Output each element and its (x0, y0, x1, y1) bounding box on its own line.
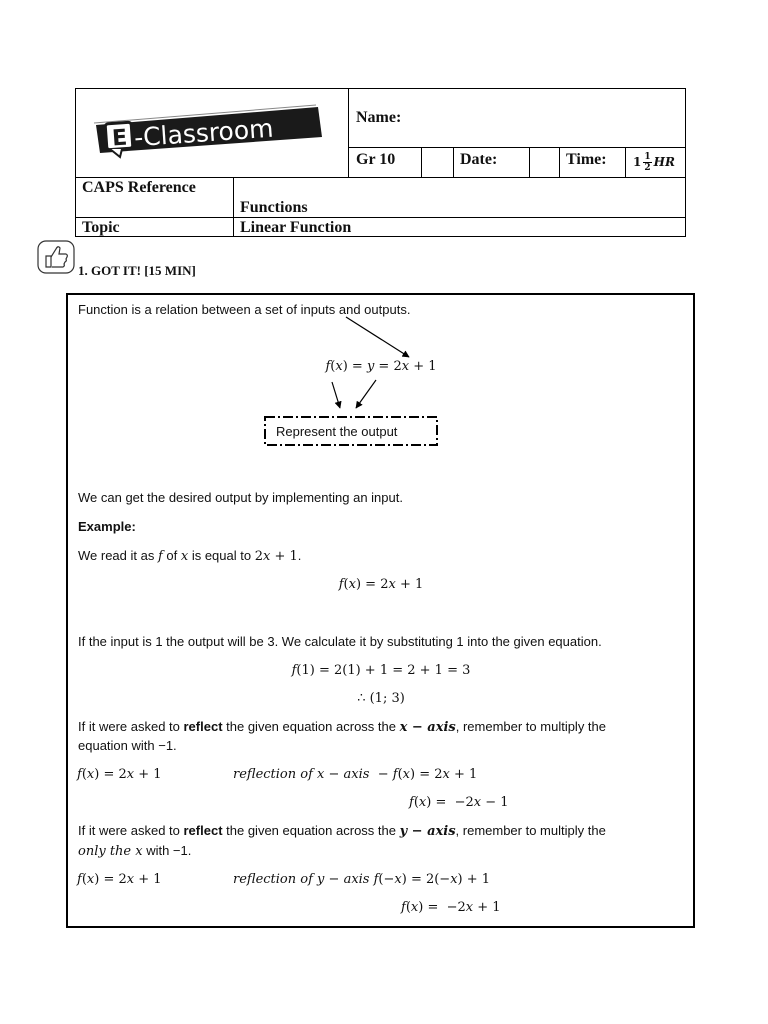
header-table (75, 88, 686, 237)
reflect-x-line2: equation with −1. (78, 738, 177, 753)
reflect-y-result: f(x) = −2x + 1 (401, 900, 501, 915)
name-label: Name: (356, 109, 402, 126)
grade-label: Gr 10 (356, 151, 396, 168)
section-title: 1. GOT IT! [15 MIN] (78, 263, 196, 278)
date-label: Date: (460, 151, 498, 168)
eclassroom-logo (90, 103, 323, 159)
reflect-x-line1: If it were asked to reflect the given equation across the x − axis, remember to multiply the (78, 719, 607, 735)
content-box (66, 293, 695, 928)
thumbs-up-icon (37, 240, 75, 274)
caps-reference-value: Functions (240, 199, 308, 216)
equation-4: ∴ (1; 3) (357, 691, 405, 706)
svg-text:E: E (111, 125, 129, 152)
read-it-text: We read it as f of x is equal to 2x + 1. (78, 548, 302, 564)
reflect-x-original: f(x) = 2x + 1 (77, 767, 162, 782)
output-note: Represent the output (276, 424, 398, 439)
input-text: If the input is 1 the output will be 3. We calculate it by substituting 1 into the given equation. (78, 634, 602, 649)
svg-text:-Classroom: -Classroom (133, 113, 275, 153)
divider (453, 147, 454, 177)
equation-3: f(1) = 2(1) + 1 = 2 + 1 = 3 (291, 663, 471, 678)
main-equation: f(x) = y = 2x + 1 (325, 359, 437, 374)
divider (76, 217, 685, 218)
desired-output-text: We can get the desired output by implementing an input. (78, 490, 403, 505)
divider (233, 177, 234, 237)
divider (76, 177, 685, 178)
topic-label: Topic (82, 219, 120, 236)
divider (421, 147, 422, 177)
time-value: 1 1 2 HR (633, 151, 675, 173)
time-label: Time: (566, 151, 607, 168)
reflect-x-work: reflection of x − axis − f(x) = 2x + 1 (233, 767, 478, 782)
divider (625, 147, 626, 177)
divider (559, 147, 560, 177)
time-fraction: 1 2 (644, 151, 651, 173)
equation-2: f(x) = 2x + 1 (338, 577, 424, 592)
divider (348, 147, 685, 148)
intro-text: Function is a relation between a set of inputs and outputs. (78, 302, 411, 317)
reflect-y-original: f(x) = 2x + 1 (77, 872, 162, 887)
reflect-y-work: reflection of y − axis f(−x) = 2(−x) + 1 (233, 872, 491, 887)
caps-reference-label: CAPS Reference (82, 179, 196, 196)
reflect-x-result: f(x) = −2x − 1 (409, 795, 509, 810)
divider (529, 147, 530, 177)
reflect-y-line2: only the x with −1. (78, 843, 192, 859)
example-label: Example: (78, 519, 136, 534)
reflect-y-line1: If it were asked to reflect the given equation across the y − axis, remember to multiply the (78, 823, 606, 839)
divider (348, 89, 349, 177)
topic-value: Linear Function (240, 219, 352, 236)
